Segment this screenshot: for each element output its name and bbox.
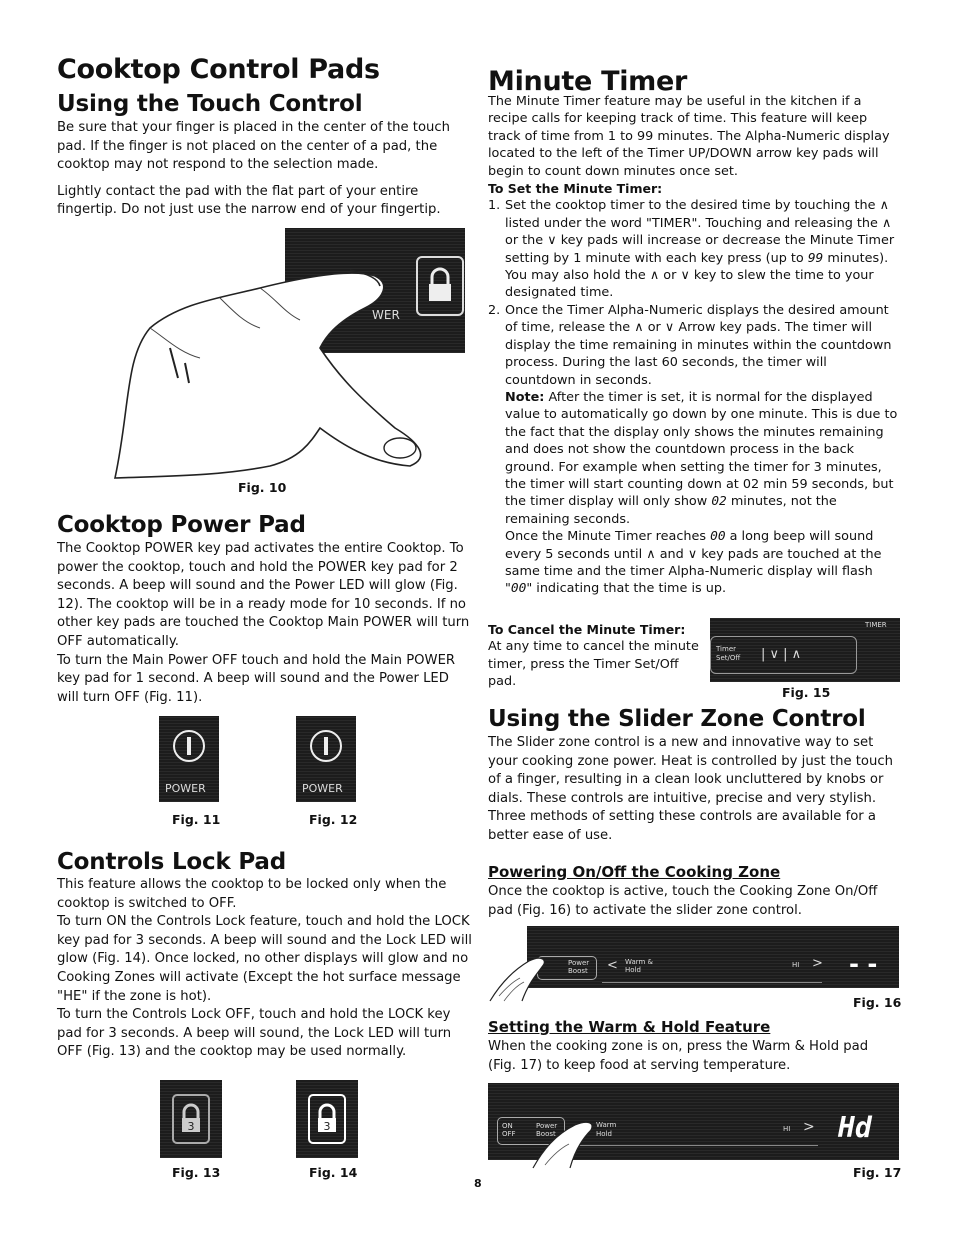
fig14-lock-pad — [296, 1080, 358, 1158]
fig17-power-boost: Power Boost — [536, 1122, 558, 1138]
fig16-display: - - — [849, 950, 878, 978]
fig12-caption: Fig. 12 — [309, 812, 358, 827]
page-number: 8 — [474, 1177, 482, 1190]
finger-icon — [525, 1110, 615, 1170]
fig10-illustration — [110, 228, 465, 488]
fig17-on-off: ON OFF — [502, 1122, 516, 1138]
fig11-power-pad — [159, 716, 219, 802]
lock-icon — [310, 1096, 344, 1142]
timer-step-1: 1. Set the cooktop timer to the desired time by touching the ∧ listed under the word "TIMER". Touching and releasing the ∧ or the ∨ key pads will increase or decrease the Minute Timer setting by 1 minute with each key press (up to 99 minutes). You may also hold the ∧ or ∨ key to slew the time to your designated time. — [488, 198, 895, 301]
slider-p1: The Slider zone control is a new and innovative way to set your cooking zone power. Heat is controlled by just the touch of a finger, resulting in a clean look uncluttered by knobs or dials. These controls are intuitive, precise and very stylish. Three methods of setting these controls are available for a better ease of use. — [488, 735, 893, 843]
slider-heading: Using the Slider Zone Control — [488, 706, 866, 732]
timer-cancel — [488, 621, 710, 691]
fig16-slider-panel — [527, 926, 899, 988]
fig17-hi: HI — [783, 1125, 791, 1133]
fig16-warm-hold: Warm & Hold — [625, 958, 654, 974]
timer-once: Once the Minute Timer reaches 00 a long beep will sound every 5 seconds until ∧ and ∨ key pads are touched at the same time and the timer Alpha-Numeric display will flash "00" indicating that the time is up. — [505, 529, 882, 597]
fig16-caption: Fig. 16 — [853, 995, 902, 1010]
power-p2: To turn the Main Power OFF touch and hold the Main POWER key pad for 1 second. A beep will sound and the Power LED will turn OFF (Fig. 11). — [57, 652, 456, 705]
up-arrow-icon: ∧ — [646, 546, 656, 562]
hand-icon — [110, 228, 465, 488]
page-title: Cooktop Control Pads — [57, 54, 380, 85]
fig13-lock-pad — [160, 1080, 222, 1158]
finger-icon — [484, 946, 564, 1006]
timer-p1: The Minute Timer feature may be useful in the kitchen if a recipe calls for keeping track of time. This feature will keep track of time from 1 to 99 minutes. The Alpha-Numeric display located to the left of the Timer UP/DOWN arrow key pads will begin to count down minutes once set. — [488, 94, 890, 179]
power-heading: Cooktop Power Pad — [57, 512, 306, 538]
power-icon — [308, 728, 344, 764]
down-arrow-icon: ∨ — [687, 546, 698, 562]
down-arrow-icon: ∨ — [547, 233, 557, 249]
fig17-display: Hd — [838, 1111, 872, 1144]
fig12-power-label: POWER — [302, 782, 343, 795]
fig12-power-pad — [296, 716, 356, 802]
chevron-right-icon: > — [803, 1119, 815, 1135]
down-arrow-icon: ∨ — [664, 320, 675, 336]
timer-step-2: 2. Once the Timer Alpha-Numeric displays the desired amount of time, release the ∧ or ∨ Arrow key pads. The timer will display the time remaining in minutes within the countdown process. During the last 60 seconds, the timer will countdown in seconds. — [488, 302, 892, 388]
lock-text — [57, 876, 472, 1062]
power-text — [57, 540, 472, 707]
lock-number: 3 — [323, 1120, 331, 1133]
chevron-right-icon: > — [812, 956, 823, 971]
timer-text — [488, 93, 900, 598]
fig15-timer-button: Timer Set/Off — [716, 645, 741, 662]
touch-p2: Lightly contact the pad with the flat part of your entire fingertip. Do not just use the narrow end of your fingertip. — [57, 183, 441, 218]
timer-cancel-p: At any time to cancel the minute timer, press the Timer Set/Off pad. — [488, 639, 699, 690]
up-arrow-icon: ∧ — [879, 198, 889, 214]
up-arrow-icon: ∧ — [881, 215, 892, 231]
lock-number: 3 — [187, 1120, 195, 1133]
touch-heading: Using the Touch Control — [57, 91, 363, 117]
power-zone-heading: Powering On/Off the Cooking Zone — [488, 863, 781, 881]
fig11-caption: Fig. 11 — [172, 812, 221, 827]
fig10-caption: Fig. 10 — [238, 480, 287, 495]
lock-p3: To turn the Controls Lock OFF, touch and hold the LOCK key pad for 3 seconds. A beep will sound, the Lock LED will turn OFF (Fig. 13) and the cooktop may be used normally. — [57, 1007, 452, 1060]
slider-text — [488, 734, 900, 846]
down-arrow-icon: ∨ — [680, 268, 690, 284]
chevron-left-icon: < — [607, 958, 618, 973]
timer-note: Note: After the timer is set, it is normal for the displayed value to automatically go down by one minute. This is due to the fact that the display only shows the minutes remaining and does not show the countdown process in the back ground. For example when setting the timer for 3 minutes, the timer will start counting down at 02 min 59 seconds, but the timer display will only show 02 minutes, not the remaining seconds. — [505, 389, 898, 527]
lock-p1: This feature allows the cooktop to be locked only when the cooktop is switched to OFF. — [57, 877, 447, 911]
fig17-caption: Fig. 17 — [853, 1165, 902, 1180]
lock-icon — [174, 1096, 208, 1142]
fig15-timer-panel — [710, 618, 900, 682]
fig15-timer-label: TIMER — [865, 621, 887, 629]
lock-heading: Controls Lock Pad — [57, 849, 286, 875]
warm-text — [488, 1038, 900, 1075]
fig11-power-label: POWER — [165, 782, 206, 795]
up-arrow-icon: ∧ — [649, 268, 660, 284]
power-icon — [171, 728, 207, 764]
power-zone-text — [488, 883, 900, 920]
fig14-caption: Fig. 14 — [309, 1165, 358, 1180]
fig15-caption: Fig. 15 — [782, 685, 831, 700]
power-zone-p: Once the cooktop is active, touch the Cooking Zone On/Off pad (Fig. 16) to activate the slider zone control. — [488, 884, 878, 918]
power-p1: The Cooktop POWER key pad activates the entire Cooktop. To power the cooktop, touch and hold the POWER key pad for 2 seconds. A beep will sound and the Power LED will glow (Fig. 12). The cooktop will be in a ready mode for 10 seconds. If no other key pads are touched the Cooktop Main POWER will turn OFF automatically. — [57, 541, 470, 649]
touch-p1: Be sure that your finger is placed in the center of the touch pad. If the finger is not placed on the center of a pad, the cooktop may not respond to the selection made. — [57, 120, 450, 173]
touch-text — [57, 119, 457, 220]
fig17-warm-hold: Warm Hold — [596, 1121, 617, 1138]
down-arrow-icon: | ∨ | ∧ — [761, 647, 802, 662]
up-arrow-icon: ∧ — [634, 320, 644, 336]
warm-p: When the cooking zone is on, press the Warm & Hold pad (Fig. 17) to keep food at serving temperature. — [488, 1039, 869, 1073]
fig16-power-boost: Power Boost — [568, 959, 590, 975]
fig13-caption: Fig. 13 — [172, 1165, 221, 1180]
timer-cancel-heading: To Cancel the Minute Timer: — [488, 622, 686, 637]
fig16-hi: HI — [792, 961, 800, 969]
warm-heading: Setting the Warm & Hold Feature — [488, 1018, 771, 1036]
timer-heading: Minute Timer — [488, 66, 688, 97]
fig10-power-text: WER — [372, 308, 400, 322]
lock-p2: To turn ON the Controls Lock feature, touch and hold the LOCK key pad for 3 seconds. A beep will sound and the Lock LED will glow (Fig. 14). Once locked, no other displays will glow and no Cooking Zones will activate (Except the hot surface message "HE" if the zone is hot). — [57, 914, 472, 1004]
timer-set-heading: To Set the Minute Timer: — [488, 181, 663, 197]
